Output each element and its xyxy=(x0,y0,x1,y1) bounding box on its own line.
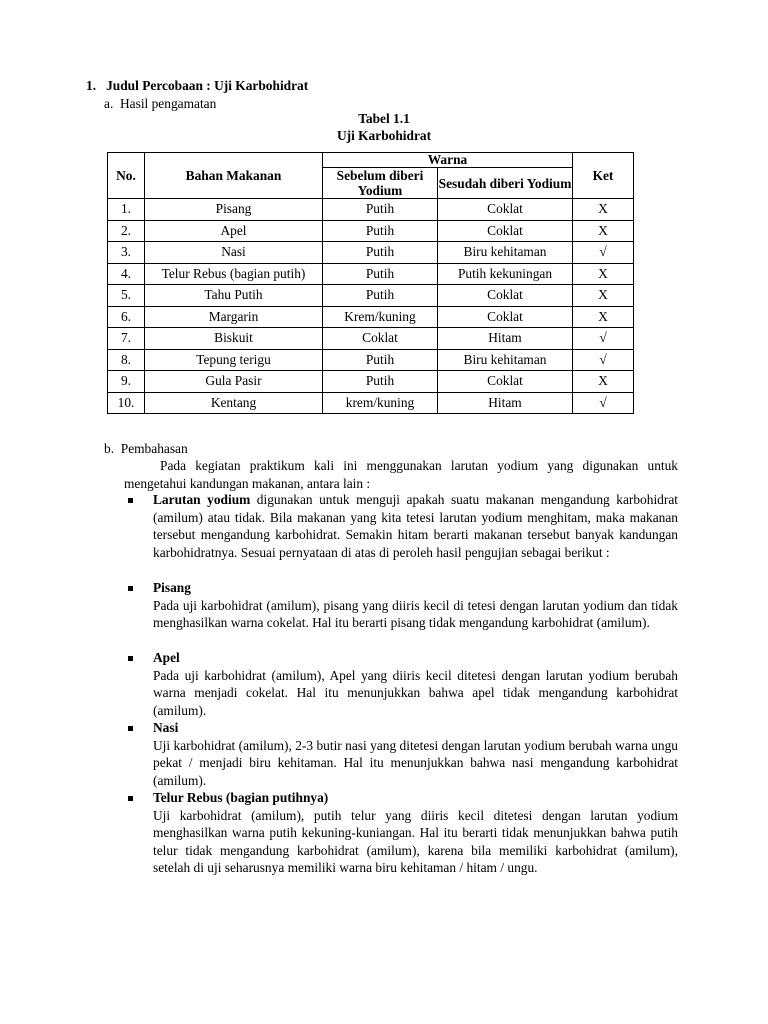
cell-no: 7. xyxy=(108,328,145,350)
table-row xyxy=(108,263,634,285)
section-b-heading xyxy=(104,441,188,457)
cell-bahan: Biskuit xyxy=(145,328,323,350)
discussion-item xyxy=(153,491,678,561)
discussion-item xyxy=(153,719,678,789)
bullet-icon xyxy=(128,586,133,591)
table-row xyxy=(108,242,634,264)
section-b-text: Pembahasan xyxy=(120,441,188,456)
cell-no: 4. xyxy=(108,263,145,285)
item-title: Pisang xyxy=(153,580,191,595)
cell-bahan: Tepung terigu xyxy=(145,349,323,371)
cell-sesudah: Coklat xyxy=(438,220,573,242)
item-body: digunakan untuk menguji apakah suatu makanan mengandung karbohidrat (amilum) atau tidak. Bila makanan yang kita tetesi larutan yodium menghitam, maka makanan tersebut mengandung karbohidrat. Semakin hitam berarti makanan tersebut banyak kandungan karbohidratnya. Sesuai pernyataan di atas di peroleh hasil pengujian sebagai berikut : xyxy=(153,492,678,560)
header-bahan: Bahan Makanan xyxy=(145,153,323,199)
cell-sesudah: Biru kehitaman xyxy=(438,242,573,264)
section-a-text: Hasil pengamatan xyxy=(120,96,217,111)
item-body: Uji karbohidrat (amilum), 2-3 butir nasi yang ditetesi dengan larutan yodium berubah warna ungu pekat / menjadi biru kehitaman. Hal itu menunjukkan bahwa nasi mengandung karbohidrat (amilum). xyxy=(153,737,678,788)
cell-ket: X xyxy=(573,199,634,221)
cell-no: 9. xyxy=(108,371,145,393)
discussion-item xyxy=(153,649,678,719)
bullet-icon xyxy=(128,796,133,801)
cell-sesudah: Coklat xyxy=(438,371,573,393)
cell-no: 3. xyxy=(108,242,145,264)
bullet-icon xyxy=(128,498,133,503)
bullet-icon xyxy=(128,726,133,731)
table-row xyxy=(108,199,634,221)
table-row xyxy=(108,220,634,242)
cell-ket: √ xyxy=(573,242,634,264)
cell-bahan: Pisang xyxy=(145,199,323,221)
table-row xyxy=(108,371,634,393)
cell-bahan: Telur Rebus (bagian putih) xyxy=(145,263,323,285)
cell-sesudah: Hitam xyxy=(438,392,573,414)
cell-sesudah: Hitam xyxy=(438,328,573,350)
cell-sesudah: Coklat xyxy=(438,306,573,328)
item-title: Larutan yodium xyxy=(153,492,251,507)
header-sesudah: Sesudah diberi Yodium xyxy=(438,168,573,199)
cell-sesudah: Coklat xyxy=(438,285,573,307)
cell-sebelum: Putih xyxy=(323,371,438,393)
heading-text: Judul Percobaan : Uji Karbohidrat xyxy=(106,78,309,93)
cell-bahan: Margarin xyxy=(145,306,323,328)
cell-no: 1. xyxy=(108,199,145,221)
cell-sesudah: Putih kekuningan xyxy=(438,263,573,285)
cell-sebelum: Putih xyxy=(323,349,438,371)
cell-no: 8. xyxy=(108,349,145,371)
cell-bahan: Apel xyxy=(145,220,323,242)
cell-sebelum: Putih xyxy=(323,242,438,264)
cell-bahan: Kentang xyxy=(145,392,323,414)
cell-bahan: Tahu Putih xyxy=(145,285,323,307)
cell-ket: X xyxy=(573,371,634,393)
cell-ket: X xyxy=(573,263,634,285)
cell-ket: √ xyxy=(573,392,634,414)
table-number: Tabel 1.1 xyxy=(358,111,410,126)
discussion-item xyxy=(153,579,678,632)
results-table xyxy=(107,152,634,414)
cell-no: 6. xyxy=(108,306,145,328)
cell-bahan: Gula Pasir xyxy=(145,371,323,393)
cell-sebelum: Putih xyxy=(323,199,438,221)
cell-sesudah: Biru kehitaman xyxy=(438,349,573,371)
cell-ket: √ xyxy=(573,349,634,371)
intro-paragraph: Pada kegiatan praktikum kali ini menggunakan larutan yodium yang digunakan untuk mengetahui kandungan makanan, antara lain : xyxy=(124,458,678,491)
cell-sebelum: Putih xyxy=(323,263,438,285)
cell-no: 10. xyxy=(108,392,145,414)
header-ket: Ket xyxy=(573,153,634,199)
item-title: Apel xyxy=(153,650,180,665)
section-a-letter: a. xyxy=(104,96,114,111)
item-body: Uji karbohidrat (amilum), putih telur yang diiris kecil ditetesi dengan larutan yodium menghasilkan warna putih kekuning-kuniangan. Hal itu berarti tidak menunjukkan bahwa putih telur tidak mengandung karbohidrat (amilum), karena bila memiliki karbohidrat (amilum), setelah di uji seharusnya memiliki warna biru kehitaman / hitam / ungu. xyxy=(153,807,678,876)
cell-sebelum: Putih xyxy=(323,220,438,242)
discussion-item xyxy=(153,789,678,877)
cell-sesudah: Coklat xyxy=(438,199,573,221)
cell-bahan: Nasi xyxy=(145,242,323,264)
header-warna: Warna xyxy=(323,153,573,168)
cell-ket: X xyxy=(573,306,634,328)
document-heading xyxy=(86,78,308,94)
cell-no: 2. xyxy=(108,220,145,242)
item-body: Pada uji karbohidrat (amilum), pisang yang diiris kecil di tetesi dengan larutan yodium dan tidak menghasilkan warna cokelat. Hal itu berarti pisang tidak mengandung karbohidrat (amilum). xyxy=(153,597,678,631)
item-body: Pada uji karbohidrat (amilum), Apel yang diiris kecil ditetesi dengan larutan yodium berubah warna menjadi cokelat. Hal itu menunjukkan bahwa apel tidak mengandung karbohidrat (amilum). xyxy=(153,667,678,718)
table-title: Uji Karbohidrat xyxy=(336,128,432,143)
cell-sebelum: Coklat xyxy=(323,328,438,350)
cell-sebelum: Putih xyxy=(323,285,438,307)
cell-no: 5. xyxy=(108,285,145,307)
table-row xyxy=(108,349,634,371)
table-row xyxy=(108,285,634,307)
item-title: Nasi xyxy=(153,720,179,735)
table-row xyxy=(108,306,634,328)
cell-ket: X xyxy=(573,220,634,242)
header-no: No. xyxy=(108,153,145,199)
cell-sebelum: Krem/kuning xyxy=(323,306,438,328)
section-a-heading xyxy=(104,96,216,112)
cell-sebelum: krem/kuning xyxy=(323,392,438,414)
cell-ket: X xyxy=(573,285,634,307)
cell-ket: √ xyxy=(573,328,634,350)
table-row xyxy=(108,392,634,414)
item-title: Telur Rebus (bagian putihnya) xyxy=(153,790,329,805)
section-b-letter: b. xyxy=(104,441,115,456)
bullet-icon xyxy=(128,656,133,661)
table-row xyxy=(108,328,634,350)
header-sebelum: Sebelum diberi Yodium xyxy=(323,168,438,199)
heading-number: 1. xyxy=(86,78,97,93)
